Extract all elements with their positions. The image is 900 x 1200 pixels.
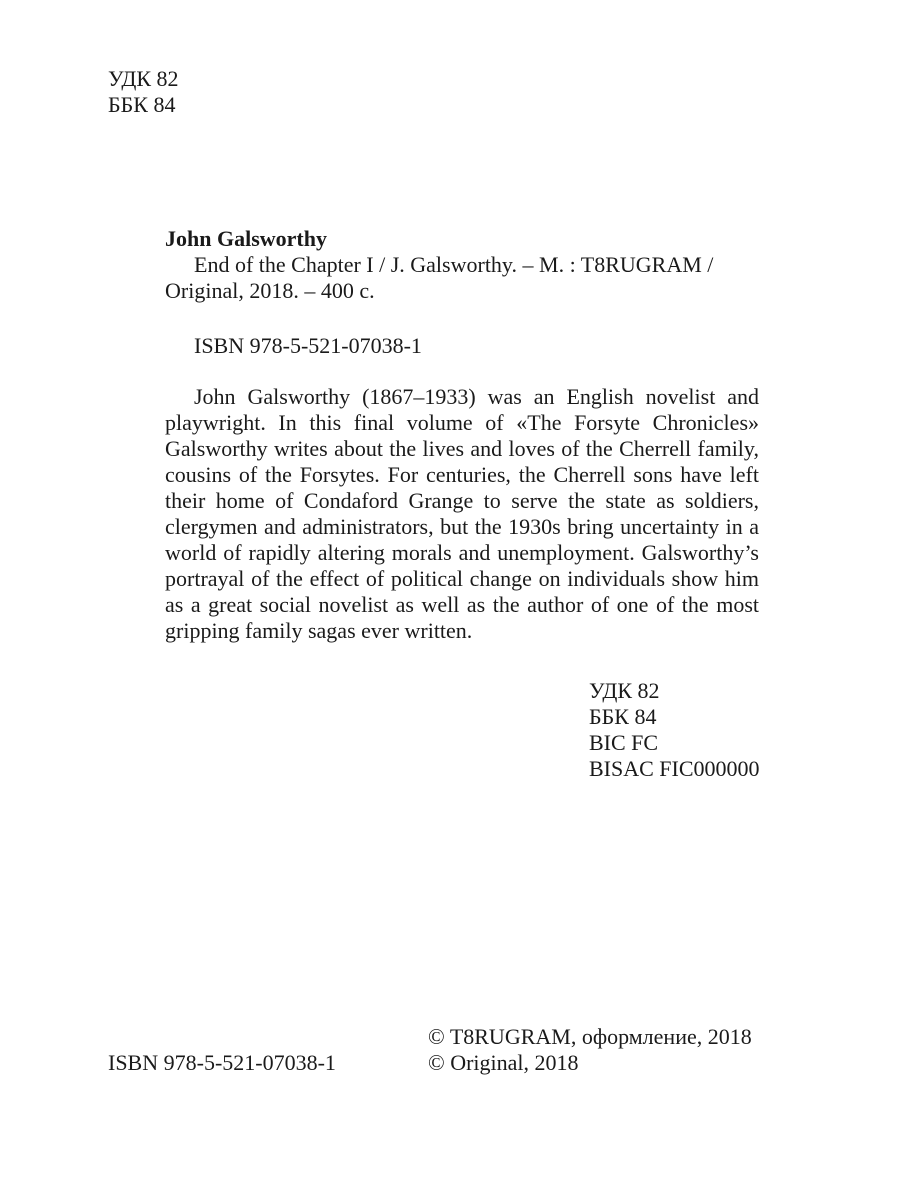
top-classification-codes xyxy=(108,66,179,118)
udk-code: УДК 82 xyxy=(108,66,179,91)
bbk-code: ББК 84 xyxy=(108,92,176,117)
copyright-design: © T8RUGRAM, оформление, 2018 xyxy=(428,1024,752,1049)
classification-codes xyxy=(589,678,760,782)
footer-isbn: ISBN 978-5-521-07038-1 xyxy=(108,1050,336,1075)
book-annotation: John Galsworthy (1867–1933) was an English novelist and playwright. In this final volume of «The Forsyte Chronicles» Galsworthy writes about the lives and loves of the Cherrell family, cousins of the Forsytes. For centuries, the Cherrell sons have left their home of Condaford Grange to serve the state as soldiers, clergymen and administrators, but the 1930s bring uncertainty in a world of rapidly altering morals and unemployment. Galsworthy’s portrayal of the effect of political change on individuals show him as a great social novelist as well as the author of one of the most gripping family sagas ever written. xyxy=(165,384,759,643)
bisac-code: BISAC FIC000000 xyxy=(589,756,760,781)
author-name: John Galsworthy xyxy=(165,226,327,251)
bic-code: BIC FC xyxy=(589,730,659,755)
bibliographic-citation: End of the Chapter I / J. Galsworthy. – M. : T8RUGRAM / Original, 2018. – 400 c. xyxy=(165,252,714,303)
entry-isbn: ISBN 978-5-521-07038-1 xyxy=(194,333,422,358)
copyright-notices xyxy=(428,1024,752,1076)
bbk-code: ББК 84 xyxy=(589,704,657,729)
udk-code: УДК 82 xyxy=(589,678,660,703)
copyright-original: © Original, 2018 xyxy=(428,1050,579,1075)
